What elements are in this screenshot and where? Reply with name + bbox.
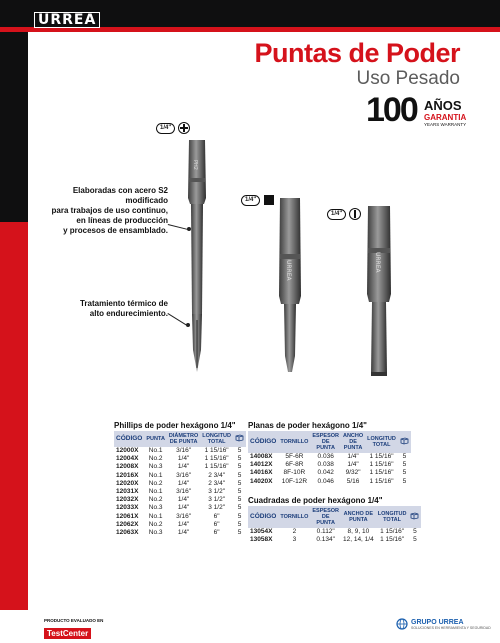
column-header: PUNTA [144,431,167,447]
table-row [114,504,246,512]
package-icon-header [408,506,421,528]
table-cell: 1 15/16" [380,528,405,535]
urrea-logo: URREA [34,12,100,28]
table-cell: 6" [213,512,220,520]
table-cell: No.3 [148,463,163,471]
phillips-table-title: Phillips de poder hexágono 1/4" [114,421,236,430]
square-bit-marking: URREA [285,260,292,281]
table-cell: 1 15/16" [204,455,229,463]
table-cell: 5/16 [346,477,360,485]
table-cell: No.1 [148,471,163,479]
column-header: ANCHO DE PUNTA [342,433,364,451]
table-cell: 5 [237,447,242,454]
table-cell: 0.046 [317,477,334,485]
column-header: LONGITUD TOTAL [376,506,409,528]
column-header: DIÁMETRO DE PUNTA [168,433,199,445]
planas-spec-table [248,431,411,486]
grupo-urrea-tagline: SOLUCIONES EN HERRAMIENTA Y SEGURIDAD [411,625,491,630]
table-cell: 5 [237,488,242,496]
table-cell: 3/16" [176,488,192,496]
square-drive-icon [263,194,275,206]
column-header: LONGITUD TOTAL [202,433,231,445]
table-cell: 1 15/16" [369,453,394,460]
table-cell: 1 15/16" [369,461,394,469]
column-header: ANCHO DE PUNTA [341,506,376,528]
table-cell: 1/4" [177,455,190,463]
slotted-icon [349,208,361,220]
table-cell: No.3 [148,529,163,537]
table-cell: 5 [413,536,417,544]
table-cell: No.1 [148,447,163,454]
table-cell: 3 1/2" [208,504,226,512]
warranty-years: AÑOS [424,98,462,113]
steel-callout-line-2: para trabajos de uso continuo, [51,206,168,215]
table-cell: No.2 [148,496,163,504]
slotted-drive-tag [327,208,361,220]
table-cell: 5 [402,453,407,460]
product-code: 12020X [116,479,139,487]
table-row [114,529,246,537]
table-cell: 1 15/16" [369,469,394,477]
product-code: 12033X [116,504,139,512]
grupo-urrea-logo [396,618,491,630]
table-cell: 5 [237,504,242,512]
table-cell: 5 [402,469,407,477]
table-cell: 0.038 [317,461,334,469]
phillips-spec-table [114,431,246,537]
table-row [114,521,246,529]
table-cell: 2 [292,528,297,535]
table-cell: 2 3/4" [208,471,226,479]
testcenter-badge [44,618,103,641]
table-cell: 1/4" [177,520,190,528]
table-cell: 5 [237,512,242,520]
table-row [248,528,421,536]
table-cell: 8, 9, 10 [347,528,370,535]
table-header-row [248,431,411,453]
table-cell: 0.042 [317,469,334,477]
table-row [114,480,246,488]
product-code: 12016X [116,471,139,479]
table-cell: No.1 [148,488,163,496]
table-cell: 1/4" [177,504,190,512]
table-cell: 1 15/16" [380,536,405,544]
column-header: CÓDIGO [248,506,278,528]
evaluated-label: PRODUCTO EVALUADO EN [44,618,104,623]
column-header: CÓDIGO [114,431,144,447]
table-row [114,447,246,455]
globe-icon [396,618,408,630]
product-code: 13058X [250,536,273,544]
column-header: ESPESOR DE PUNTA [312,508,339,526]
table-cell: No.1 [148,512,163,520]
table-row [248,453,411,461]
table-cell: 1/4" [177,479,190,487]
table-cell: 5F-6R [285,453,304,460]
table-header-row [114,431,246,447]
product-code: 12031X [116,488,139,496]
product-code: 14008X [250,453,273,460]
cuadradas-spec-table [248,506,421,544]
table-cell: No.3 [148,504,163,512]
table-row [248,469,411,477]
table-cell: 0.036 [317,453,334,460]
table-cell: 6F-8R [285,461,304,469]
column-header: ESPESOR DE PUNTA [312,433,339,451]
table-cell: 6" [213,520,220,528]
table-row [248,461,411,469]
package-icon [400,437,409,445]
sidebar-red-band [0,222,28,610]
table-cell: 5 [402,477,407,485]
warranty-badge [366,92,466,132]
product-code: 14016X [250,469,273,477]
table-cell: 1 15/16" [204,447,229,454]
square-drive-size: 1/4" [241,195,260,206]
column-header: CÓDIGO [248,431,278,453]
phillips-drive-tag [156,122,190,134]
table-cell: 5 [237,520,242,528]
slotted-drive-size: 1/4" [327,209,346,220]
slotted-bit-marking: URREA [374,252,381,273]
table-header-row [248,506,421,528]
grupo-urrea-name: GRUPO URREA [411,618,464,626]
table-row [114,496,246,504]
page-subtitle: Uso Pesado [356,68,460,89]
steel-callout-line-1: Elaboradas con acero S2 modificado [72,186,168,205]
table-row [114,488,246,496]
steel-callout-line-3: en líneas de producción [76,216,168,225]
column-header: TORNILLO [278,431,310,453]
product-code: 12008X [116,463,139,471]
table-cell: 1/4" [177,496,190,504]
table-cell: 0.134" [316,536,335,544]
table-cell: 3/16" [176,447,192,454]
column-header: TORNILLO [278,506,310,528]
page-title: Puntas de Poder [254,38,460,68]
table-cell: 9/32" [345,469,361,477]
table-cell: 10F-12R [281,477,308,485]
table-cell: 2 3/4" [208,479,226,487]
table-cell: 5 [237,455,242,463]
table-row [248,536,421,544]
table-cell: 5 [237,479,242,487]
table-cell: No.2 [148,455,163,463]
table-cell: 8F-10R [283,469,306,477]
table-cell: 5 [237,471,242,479]
table-cell: No.2 [148,520,163,528]
table-cell: 3 1/2" [208,488,226,496]
column-header: LONGITUD TOTAL [365,431,398,453]
testcenter-logo: TestCenter [44,628,91,639]
product-code: 14012X [250,461,273,469]
warranty-sublabel: YEARS WARRANTY [424,122,467,127]
table-cell: 5 [237,529,242,537]
planas-table-title: Planas de poder hexágono 1/4" [248,421,367,430]
steel-callout [28,186,168,236]
table-cell: 5 [237,463,242,471]
phillips-icon [178,122,190,134]
product-code: 12000X [116,447,139,454]
heat-callout [60,299,168,319]
product-code: 13054X [250,528,273,535]
square-bit-image [276,196,304,376]
heat-callout-line-1: Tratamiento térmico de [79,299,168,308]
package-icon-header [398,431,411,453]
table-cell: 1 15/16" [204,463,229,471]
slotted-bit-image [364,204,394,380]
table-cell: 5 [413,528,417,535]
product-code: 12062X [116,520,139,528]
table-cell: 1/4" [177,529,190,537]
warranty-number: 100 [366,91,417,129]
product-code: 12032X [116,496,139,504]
table-row [114,472,246,480]
cuadradas-table-title: Cuadradas de poder hexágono 1/4" [248,496,383,505]
product-code: 12061X [116,512,139,520]
table-cell: 6" [213,529,220,537]
table-cell: No.2 [148,479,163,487]
table-cell: 0.112" [316,528,335,535]
square-drive-tag [241,194,275,206]
table-row [114,455,246,463]
product-code: 14020X [250,477,273,485]
table-row [114,513,246,521]
phillips-drive-size: 1/4" [156,123,175,134]
table-cell: 5 [402,461,407,469]
table-cell: 1 15/16" [369,477,394,485]
phillips-bit-marking: PH2 [192,160,198,170]
table-cell: 1/4" [347,461,359,469]
table-cell: 3 [292,536,297,544]
product-code: 12063X [116,529,139,537]
table-cell: 1/4" [177,463,190,471]
table-row [114,463,246,471]
sidebar-black-band [0,32,28,222]
table-cell: 1/4" [347,453,359,460]
package-icon [235,434,244,442]
table-cell: 12, 14, 1/4 [342,536,374,544]
table-cell: 3 1/2" [208,496,226,504]
package-icon-header [233,431,246,447]
heat-callout-line-2: alto endurecimiento. [89,309,168,318]
table-row [248,478,411,486]
table-cell: 3/16" [176,471,192,479]
warranty-label: GARANTIA [424,113,467,122]
table-cell: 3/16" [176,512,192,520]
product-code: 12004X [116,455,139,463]
steel-callout-line-4: y procesos de ensamblado. [63,226,168,235]
table-cell: 5 [237,496,242,504]
phillips-bit-image [180,138,214,378]
package-icon [410,512,419,520]
